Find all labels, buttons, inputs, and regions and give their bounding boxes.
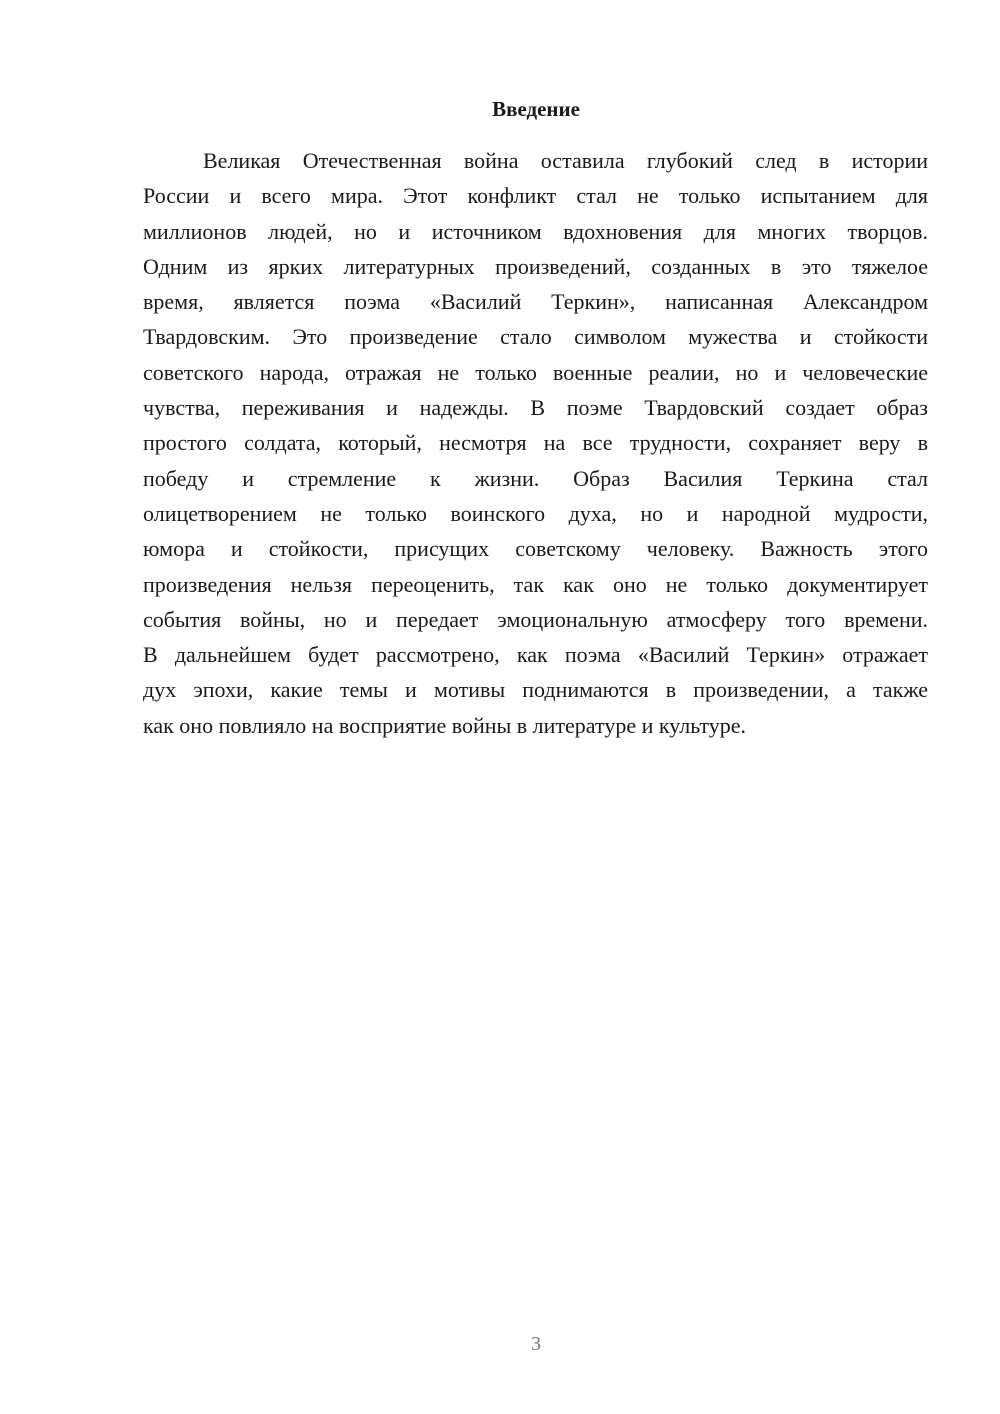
text-line: как оно повлияло на восприятие войны в литературе и культуре. xyxy=(143,712,747,738)
text-line: Одним из ярких литературных произведений, созданных в это тяжелое xyxy=(143,253,928,279)
page-number: 3 xyxy=(531,1333,541,1355)
text-line: России и всего мира. Этот конфликт стал не только испытанием для xyxy=(143,183,928,209)
text-line: юмора и стойкости, присущих советскому человеку. Важность этого xyxy=(143,536,928,562)
text-line: простого солдата, который, несмотря на все трудности, сохраняет веру в xyxy=(143,430,928,456)
body-paragraph xyxy=(143,143,928,743)
text-line: олицетворением не только воинского духа, но и народной мудрости, xyxy=(143,500,928,526)
section-heading: Введение xyxy=(492,97,580,121)
text-line: победу и стремление к жизни. Образ Василия Теркина стал xyxy=(143,465,928,491)
text-line: советского народа, отражая не только военные реалии, но и человеческие xyxy=(143,359,928,385)
text-line: произведения нельзя переоценить, так как оно не только документирует xyxy=(143,571,928,597)
text-line: В дальнейшем будет рассмотрено, как поэма «Василий Теркин» отражает xyxy=(143,642,928,668)
text-line: Великая Отечественная война оставила глубокий след в истории xyxy=(203,148,928,173)
text-line: Твардовским. Это произведение стало символом мужества и стойкости xyxy=(143,324,928,350)
text-line: события войны, но и передает эмоциональную атмосферу того времени. xyxy=(143,606,928,632)
text-line: миллионов людей, но и источником вдохновения для многих творцов. xyxy=(143,218,928,244)
text-line: чувства, переживания и надежды. В поэме Твардовский создает образ xyxy=(143,395,928,421)
text-line: дух эпохи, какие темы и мотивы поднимаются в произведении, а также xyxy=(143,677,928,703)
text-line: время, является поэма «Василий Теркин», написанная Александром xyxy=(143,289,928,315)
